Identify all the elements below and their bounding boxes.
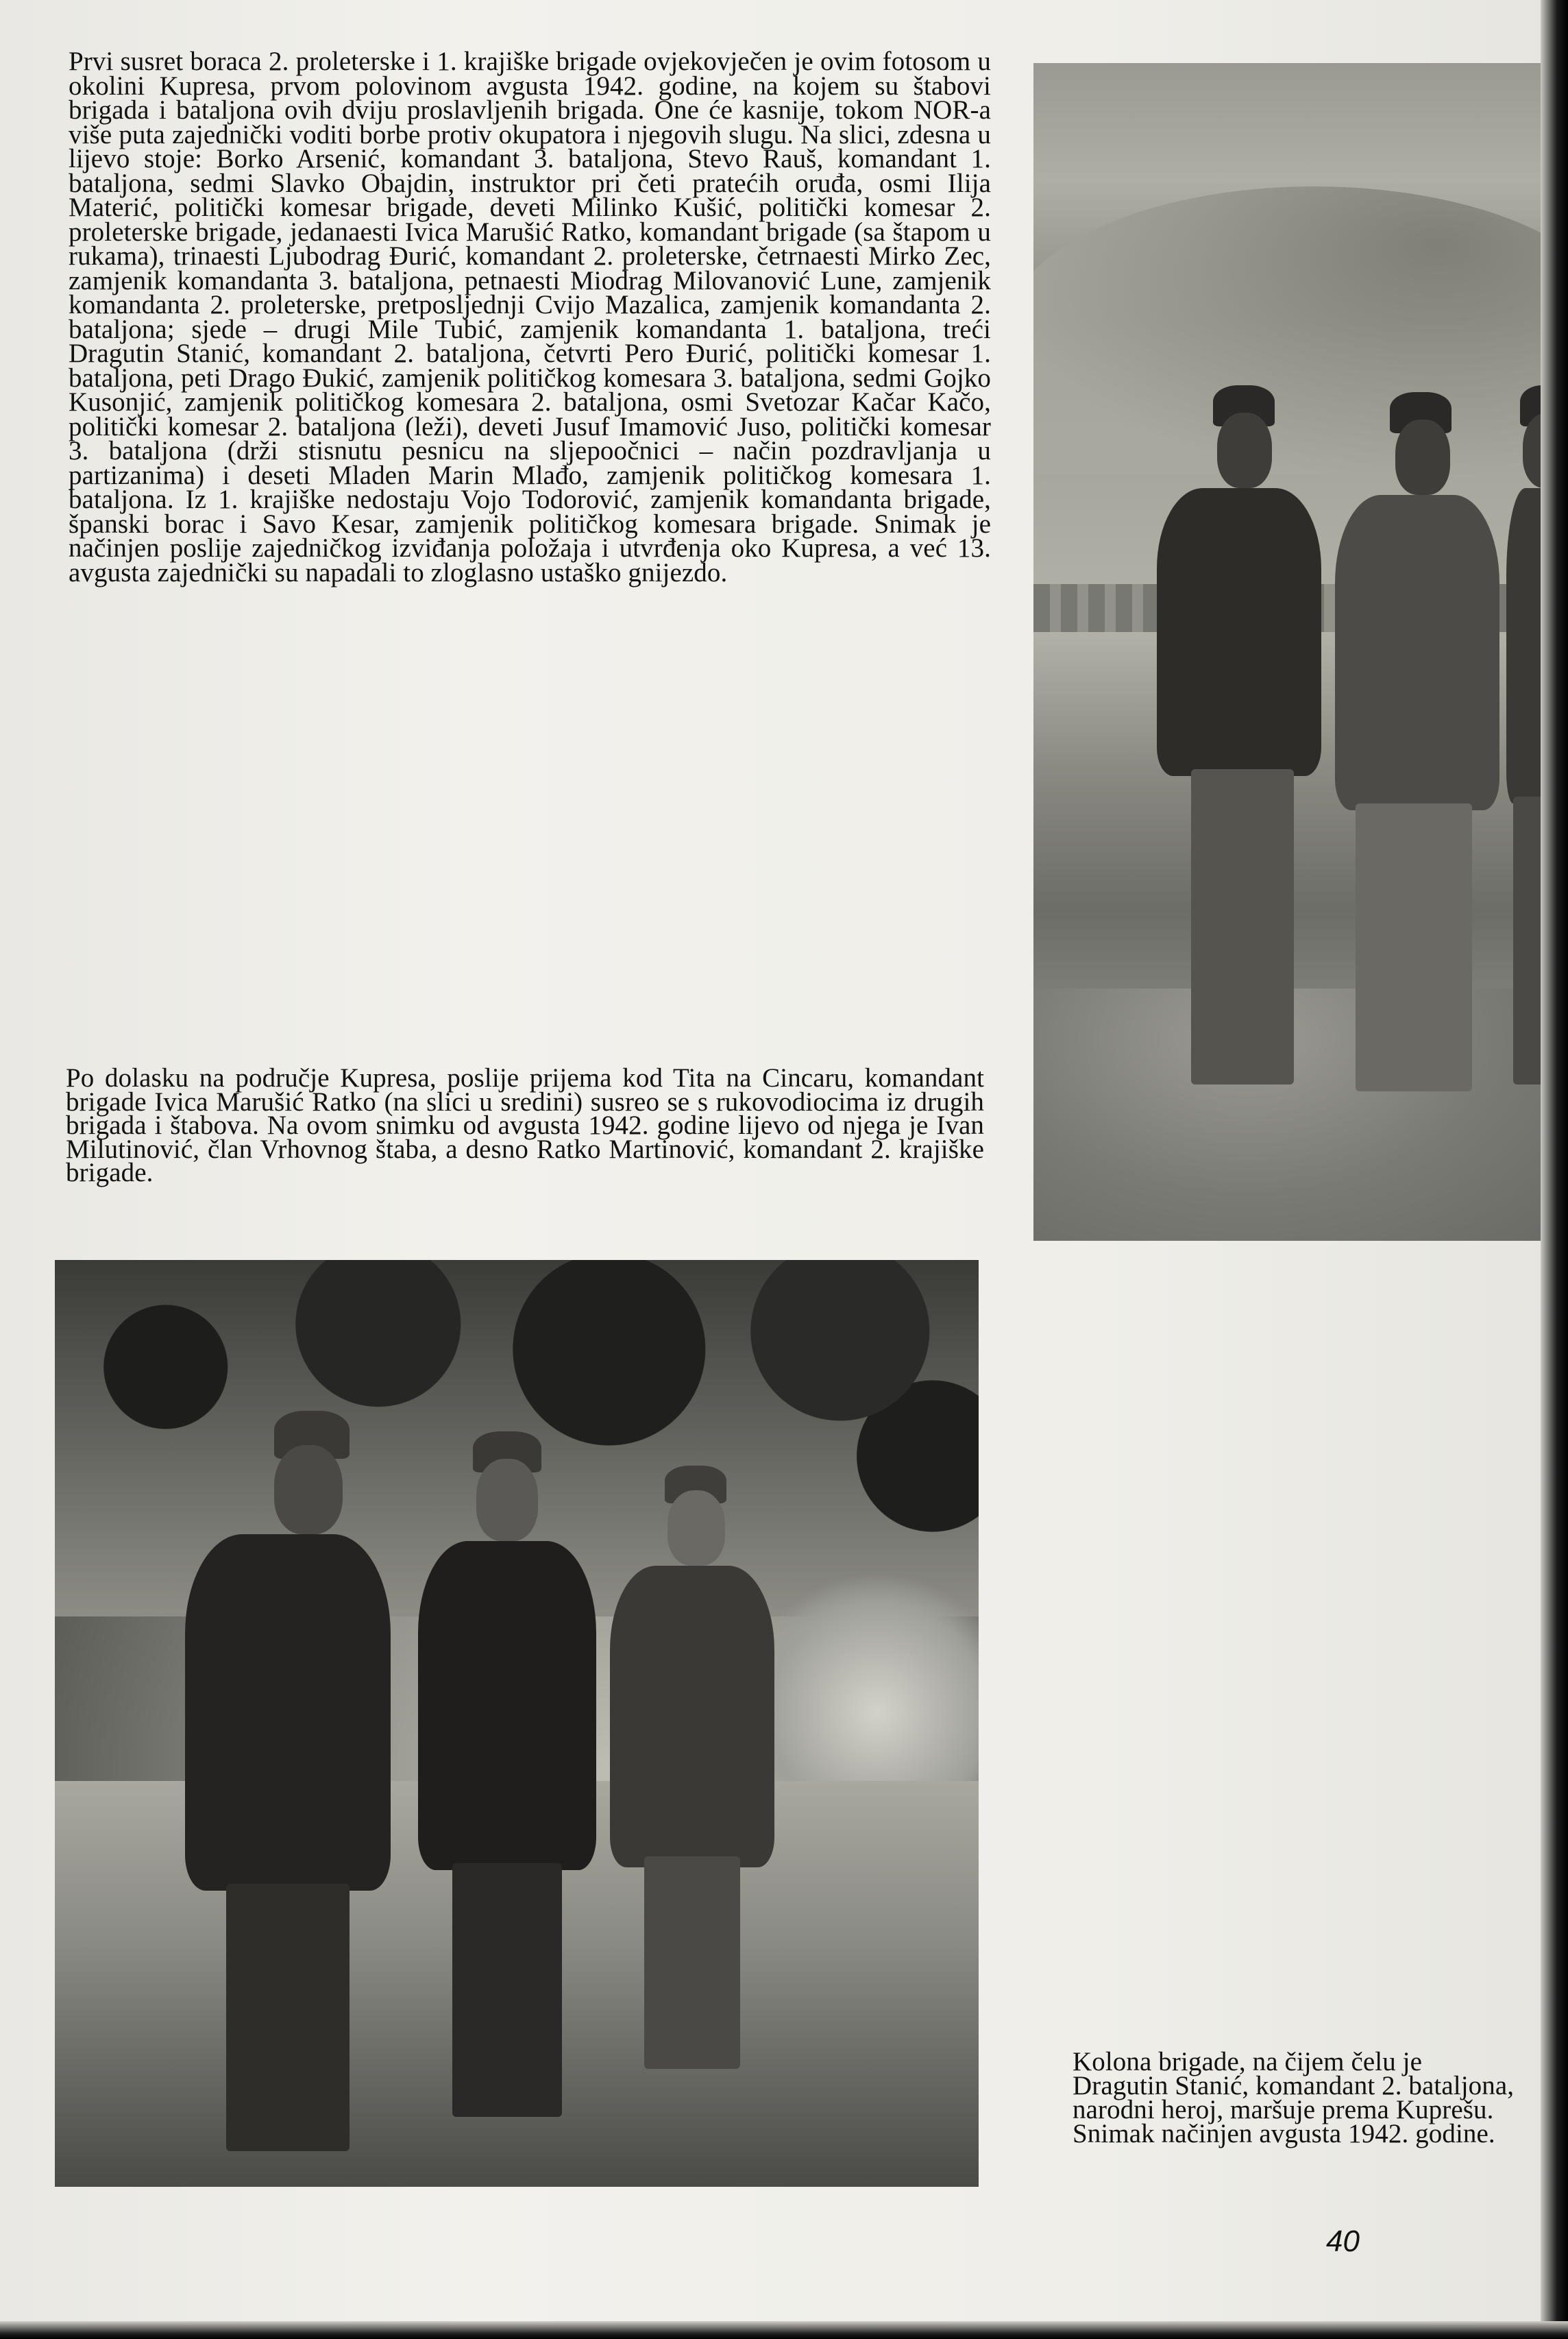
photo-commanders-meeting bbox=[55, 1260, 979, 2187]
person-figure bbox=[411, 1431, 603, 2117]
soldier-figure bbox=[1150, 385, 1328, 1098]
photo-soldiers-hillside bbox=[1033, 63, 1568, 1241]
page-number: 40 bbox=[1326, 2225, 1360, 2258]
scan-edge-bottom bbox=[0, 2321, 1568, 2339]
person-figure bbox=[603, 1466, 781, 2069]
soldier-figure bbox=[1335, 392, 1499, 1098]
scan-edge-right bbox=[1541, 0, 1568, 2339]
caption-top: Prvi susret boraca 2. proleterske i 1. krajiške brigade ovjekovječen je ovim fotosom u okolini Kupresa, prvom polovinom avgusta 1942. godine, na kojem su štabovi brigada i bataljona ovih dviju proslavljenih brigada. One će kasnije, tokom NOR-a više puta zajednički voditi borbe protiv okupatora i njegovih slugu. Na slici, zdesna u lijevo stoje: Borko Arsenić, komandant 3. bataljona, Stevo Rauš, komandant 1. bataljona, sedmi Slavko Obajdin, instruktor pri četi pratećih oruđa, osmi Ilija Materić, politički komesar brigade, deveti Milinko Kušić, politički komesar 2. proleterske brigade, jedanaesti Ivica Marušić Ratko, komandant brigade (sa štapom u rukama), trinaesti Ljubodrag Đurić, komandant 2. proleterske, četrnaesti Mirko Zec, zamjenik komandanta 3. bataljona, petnaesti Miodrag Milovanović Lune, zamjenik komandanta 2. proleterske, pretposljednji Cvijo Mazalica, zamjenik komandanta 2. bataljona; sjede – drugi Mile Tubić, zamjenik komandanta 1. bataljona, treći Dragutin Stanić, komandant 2. bataljona, četvrti Pero Đurić, politički komesar 1. bataljona, peti Drago Đukić, zamjenik političkog komesara 3. bataljona, sedmi Gojko Kusonjić, zamjenik političkog komesara 2. bataljona, osmi Svetozar Kačar Kačo, politički komesar 2. bataljona (leži), deveti Jusuf Imamović Juso, politički komesar 3. bataljona (drži stisnutu pesnicu na sljepoočnici – način pozdravljanja u partizanima) i deseti Mladen Marin Mlađo, zamjenik političkog komesara 1. bataljona. Iz 1. krajiške nedostaju Vojo Todorović, zamjenik komandanta brigade, španski borac i Savo Kesar, zamjenik političkog komesara brigade. Snimak je načinjen poslije zajedničkog izviđanja položaja i utvrđenja oko Kupresa, a već 13. avgusta zajednički su napadali to zloglasno ustaško gnijezdo. bbox=[69, 47, 991, 587]
caption-bottom: Kolona brigade, na čijem čelu je Dragutin Stanić, komandant 2. bataljona, narodni heroj, maršuje prema Kuprešu. Snimak načinjen avgusta 1942. godine. bbox=[1073, 2047, 1515, 2148]
person-figure bbox=[171, 1411, 397, 2151]
caption-middle: Po dolasku na područje Kupresa, poslije prijema kod Tita na Cincaru, komandant brigade Ivica Marušić Ratko (na slici u sredini) susreo se s rukovodiocima iz drugih brigada i štabova. Na ovom snimku od avgusta 1942. godine lijevo od njega je Ivan Milutinović, član Vrhovnog štaba, a desno Ratko Martinović, komandant 2. krajiške brigade. bbox=[66, 1063, 984, 1187]
